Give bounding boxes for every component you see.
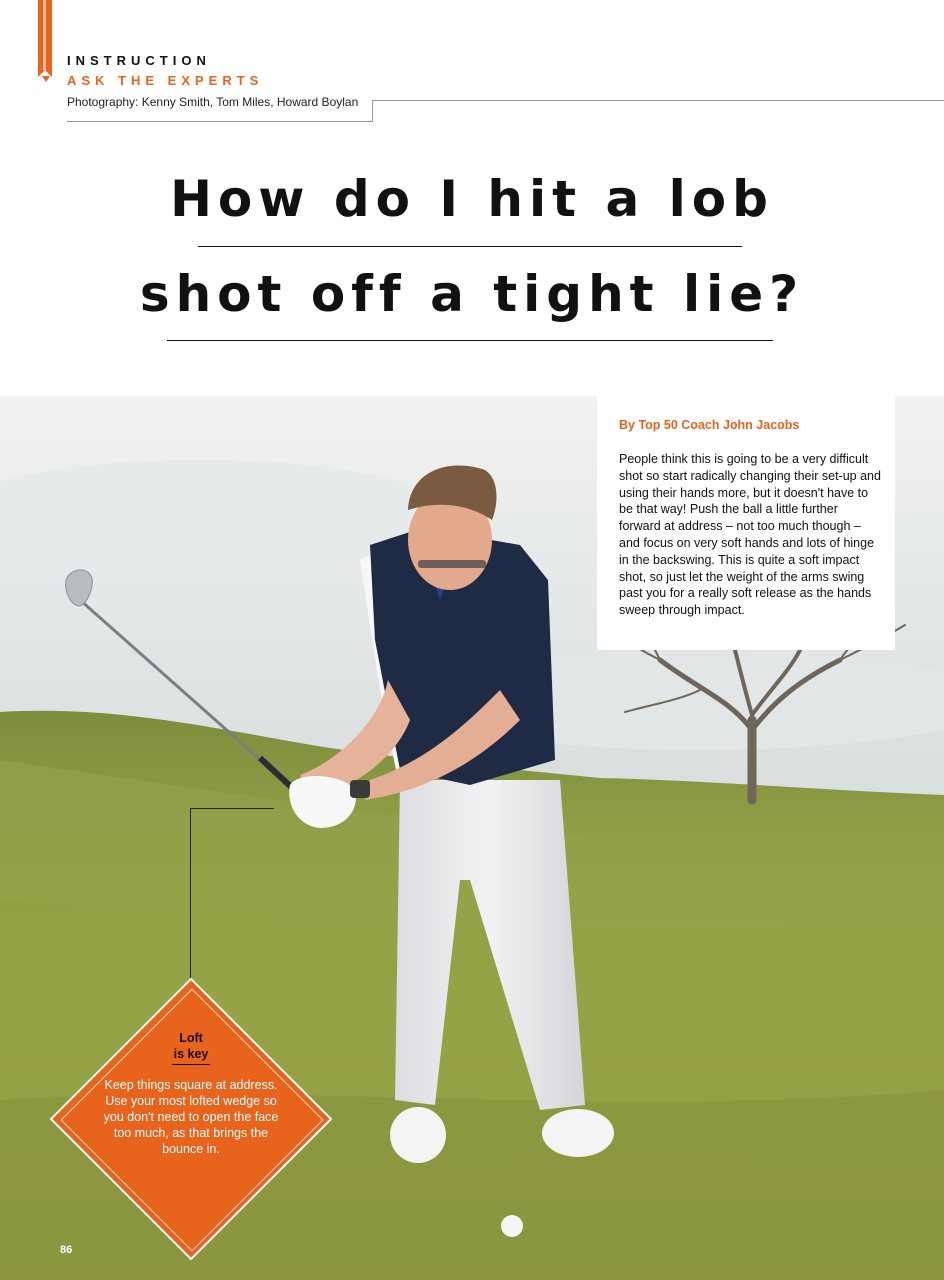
tip-title-line-1: Loft bbox=[179, 1031, 203, 1045]
bookmark-icon bbox=[38, 0, 52, 70]
callout-leader-line bbox=[190, 808, 191, 1002]
divider bbox=[372, 100, 944, 101]
headline-underline bbox=[167, 340, 773, 341]
section-label: INSTRUCTION bbox=[67, 53, 211, 68]
article-body: People think this is going to be a very difficult shot so start radically changing their set-up and using their hands more, but it doesn't have to be that way! Push the ball a little further forward at address – not too much though – and focus on very soft hands and lots of hinge in the backswing. This is quite a soft impact shot, so just let the weight of the arms swing past you for a really soft release as the hands sweep through impact. bbox=[619, 452, 881, 618]
headline-line-2: shot off a tight lie? bbox=[139, 265, 805, 323]
arrow-down-icon bbox=[42, 76, 50, 82]
divider bbox=[372, 100, 373, 122]
divider bbox=[67, 121, 372, 122]
tip-body: Keep things square at address. Use your most lofted wedge so you don't need to open the face too much, as that brings the bounce in. bbox=[103, 1078, 279, 1156]
photo-credits: Photography: Kenny Smith, Tom Miles, Howard Boylan bbox=[67, 95, 359, 109]
callout-leader-line bbox=[190, 808, 274, 809]
subsection-label: ASK THE EXPERTS bbox=[67, 73, 264, 88]
page-number: 86 bbox=[60, 1244, 73, 1256]
article-box bbox=[597, 396, 895, 650]
tip-title-line-2: is key bbox=[173, 1047, 209, 1061]
headline-line-1: How do I hit a lob bbox=[170, 170, 774, 228]
headline-underline bbox=[198, 246, 742, 247]
byline: By Top 50 Coach John Jacobs bbox=[619, 418, 800, 432]
tip-title bbox=[141, 1030, 241, 1062]
tip-title-underline bbox=[172, 1064, 210, 1065]
